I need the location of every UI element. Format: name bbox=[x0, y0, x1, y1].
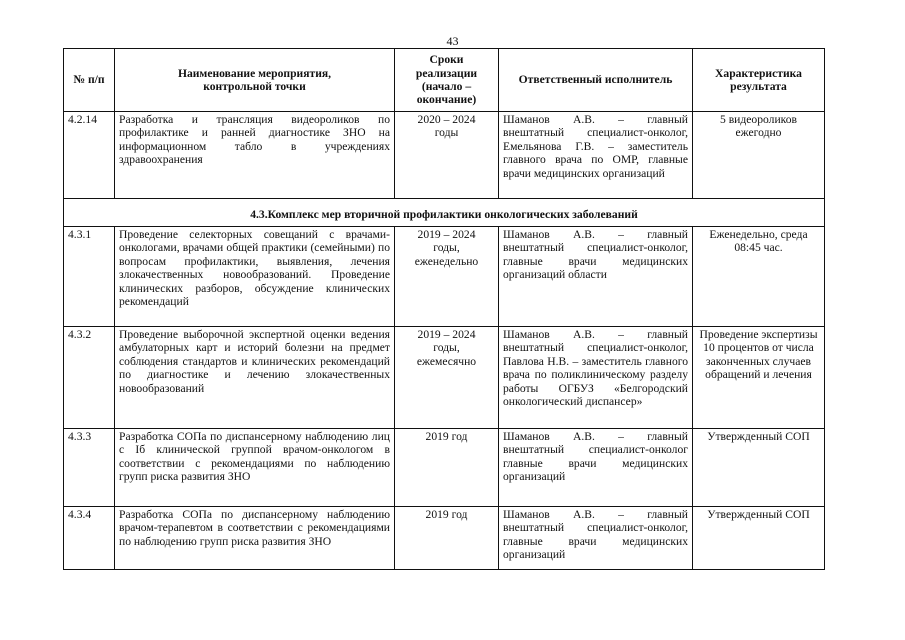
table-row bbox=[64, 227, 825, 327]
row-responsible: Шаманов А.В. – главный внештатный специалист-онколог, Павлова Н.В. – заместитель главного врача по поликлиническому разделу работы ОГБУЗ «Белгородский онкологический диспансер» bbox=[499, 327, 693, 429]
row-dates: 2019 – 2024 годы, еженедельно bbox=[395, 227, 499, 327]
page-number: 43 bbox=[446, 34, 459, 48]
row-responsible: Шаманов А.В. – главный внештатный специалист-онколог, Емельянова Г.В. – заместитель главного врача по ОМР, главные врачи медицинских организаций bbox=[499, 112, 693, 199]
measures-table bbox=[63, 48, 825, 570]
table-header-row bbox=[64, 49, 825, 112]
row-responsible: Шаманов А.В. – главный внештатный специалист-онколог, главные врачи медицинских организаций области bbox=[499, 227, 693, 327]
row-dates: 2020 – 2024 годы bbox=[395, 112, 499, 199]
row-dates: 2019 год bbox=[395, 507, 499, 570]
row-result: Утвержденный СОП bbox=[693, 429, 825, 507]
row-num: 4.3.4 bbox=[64, 507, 115, 570]
section-row bbox=[64, 199, 825, 227]
row-dates: 2019 год bbox=[395, 429, 499, 507]
header-result: Характеристика результата bbox=[693, 49, 825, 112]
section-title: 4.3.Комплекс мер вторичной профилактики онкологических заболеваний bbox=[64, 199, 825, 227]
header-num: № п/п bbox=[64, 49, 115, 112]
row-num: 4.3.2 bbox=[64, 327, 115, 429]
row-name: Разработка и трансляция видеороликов по профилактике и ранней диагностике ЗНО на информационном табло в учреждениях здравоохранения bbox=[115, 112, 395, 199]
row-result: 5 видеороликов ежегодно bbox=[693, 112, 825, 199]
row-responsible: Шаманов А.В. – главный внештатный специалист-онколог главные врачи медицинских организаций bbox=[499, 429, 693, 507]
row-result: Утвержденный СОП bbox=[693, 507, 825, 570]
row-name: Разработка СОПа по диспансерному наблюдению врачом-терапевтом в соответствии с рекомендациями по наблюдению групп риска развития ЗНО bbox=[115, 507, 395, 570]
row-result: Проведение экспертизы 10 процентов от числа законченных случаев обращений и лечения bbox=[693, 327, 825, 429]
row-name: Разработка СОПа по диспансерному наблюдению лиц с Iб клинической группой врачом-онкологом в соответствии с рекомендациями по наблюдению групп риска развития ЗНО bbox=[115, 429, 395, 507]
row-num: 4.3.1 bbox=[64, 227, 115, 327]
table-row bbox=[64, 327, 825, 429]
table-row bbox=[64, 429, 825, 507]
table-row bbox=[64, 112, 825, 199]
header-responsible: Ответственный исполнитель bbox=[499, 49, 693, 112]
header-dates: Сроки реализации (начало – окончание) bbox=[395, 49, 499, 112]
row-name: Проведение выборочной экспертной оценки ведения амбулаторных карт и историй болезни на предмет соблюдения стандартов и клинических рекомендаций по диагностике и лечению злокачественных новообразований bbox=[115, 327, 395, 429]
row-dates: 2019 – 2024 годы, ежемесячно bbox=[395, 327, 499, 429]
row-num: 4.3.3 bbox=[64, 429, 115, 507]
row-num: 4.2.14 bbox=[64, 112, 115, 199]
row-name: Проведение селекторных совещаний с врачами-онкологами, врачами общей практики (семейными) по вопросам профилактики, выявления, лечения злокачественных новообразований. Проведение клинических разборов, обсуждение клинических рекомендаций bbox=[115, 227, 395, 327]
table-row bbox=[64, 507, 825, 570]
row-result: Еженедельно, среда 08:45 час. bbox=[693, 227, 825, 327]
header-name: Наименование мероприятия, контрольной точки bbox=[115, 49, 395, 112]
row-responsible: Шаманов А.В. – главный внештатный специалист-онколог, главные врачи медицинских организаций bbox=[499, 507, 693, 570]
